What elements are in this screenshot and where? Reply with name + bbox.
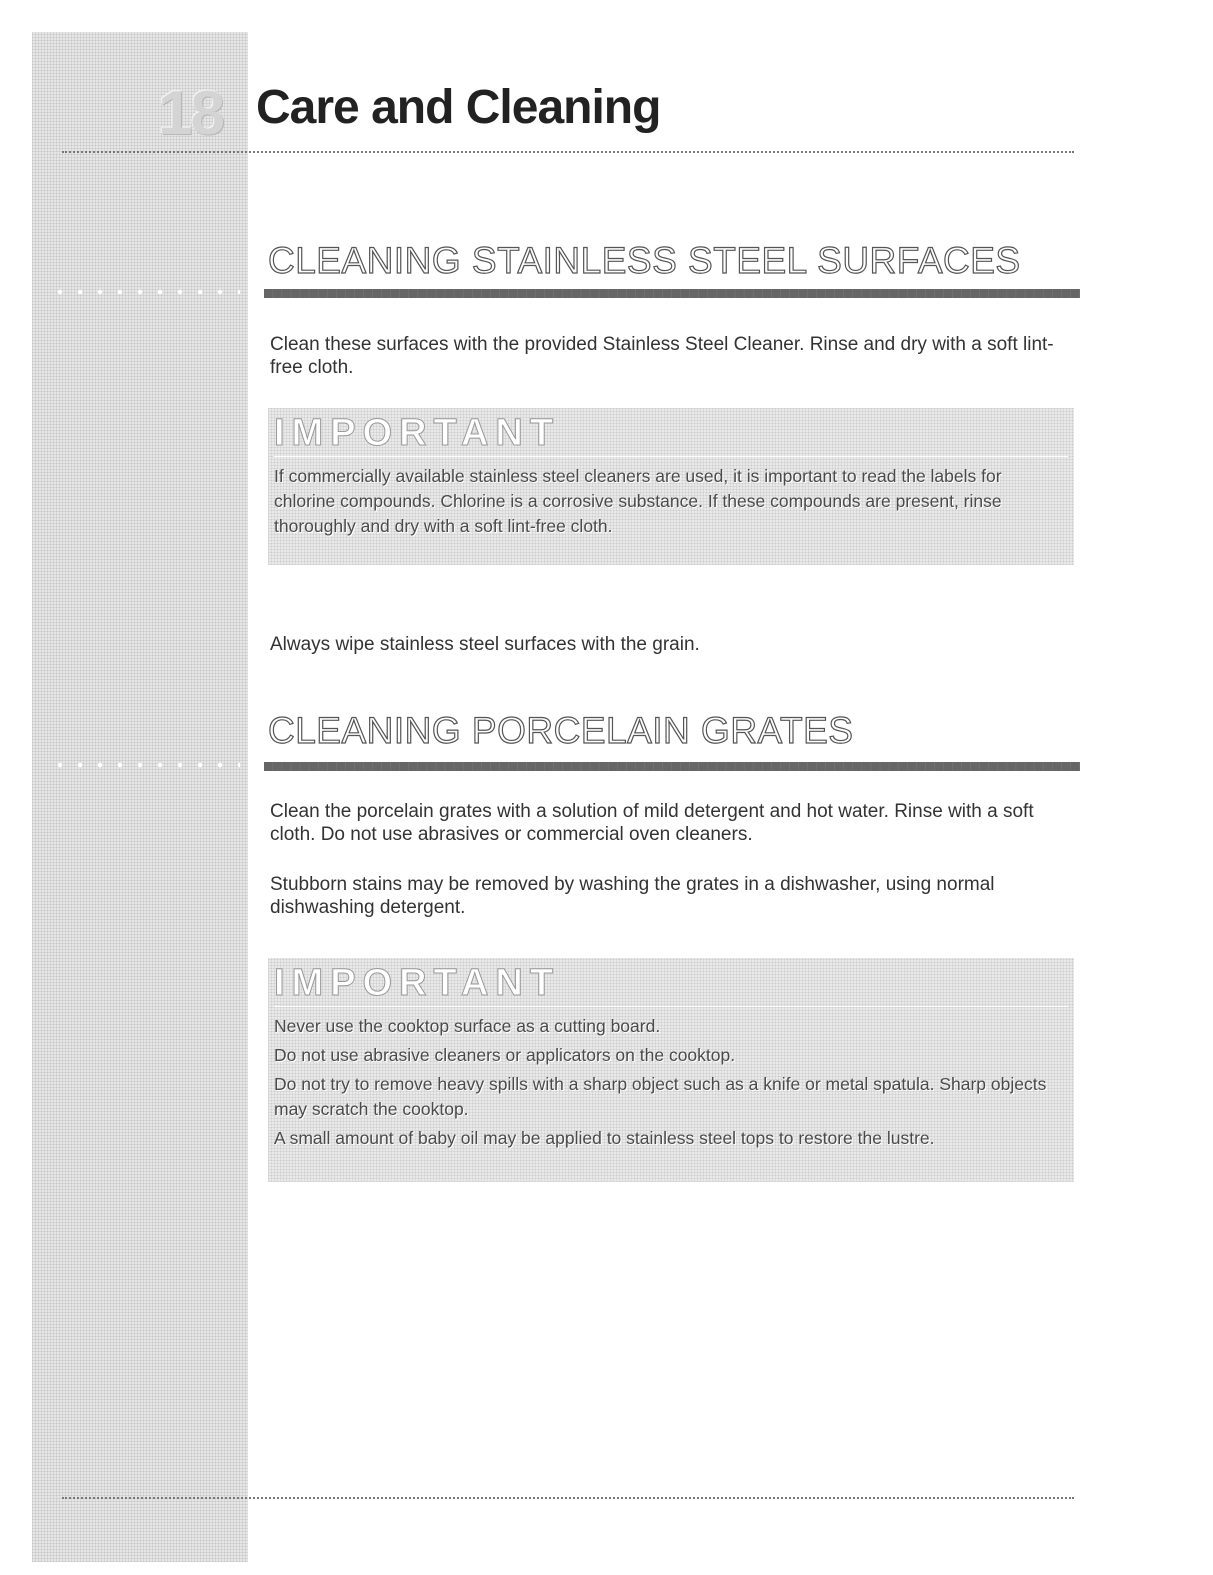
important-text-stainless: If commercially available stainless steel cleaners are used, it is important to read the labels for chlorine compounds. Chlorine is a corrosive substance. If these compounds are present, rinse thoroughly and dry with a soft lint-free cloth.: [274, 466, 1002, 536]
sidebar-dots-bottom: [50, 762, 240, 768]
sidebar-dots-top: [50, 289, 240, 295]
header-rule: [62, 151, 1074, 153]
sidebar-texture: [32, 32, 248, 1562]
stainless-grain-text: Always wipe stainless steel surfaces with the grain.: [270, 634, 700, 655]
important-item: Do not try to remove heavy spills with a sharp object such as a knife or metal spatula. Sharp objects may scratch the cooktop.: [274, 1074, 1047, 1119]
section-divider-stainless: [264, 289, 1080, 301]
footer-rule: [62, 1497, 1074, 1499]
page-number: 18: [158, 79, 223, 148]
important-item: Never use the cooktop surface as a cutting board.: [274, 1016, 661, 1036]
important-label: IMPORTANT: [274, 962, 561, 1004]
page-title: Care and Cleaning: [256, 81, 661, 134]
important-item: Do not use abrasive cleaners or applicators on the cooktop.: [274, 1045, 736, 1065]
grates-clean-text: Clean the porcelain grates with a solution of mild detergent and hot water. Rinse with a soft cloth. Do not use abrasives or commercial oven cleaners.: [270, 801, 1034, 845]
important-label: IMPORTANT: [274, 412, 561, 454]
important-separator: [274, 1006, 1068, 1007]
stainless-intro-text: Clean these surfaces with the provided Stainless Steel Cleaner. Rinse and dry with a soft lint-free cloth.: [270, 334, 1054, 378]
important-list-grates: [274, 1014, 1066, 1155]
section-divider-grates: [264, 762, 1080, 774]
important-box-stainless: [268, 408, 1074, 565]
important-separator: [274, 456, 1068, 457]
important-box-grates: [268, 958, 1074, 1182]
important-item: A small amount of baby oil may be applied to stainless steel tops to restore the lustre.: [274, 1128, 935, 1148]
grates-stains-text: Stubborn stains may be removed by washing the grates in a dishwasher, using normal dishwashing detergent.: [270, 874, 995, 918]
section-heading-grates: CLEANING PORCELAIN GRATES: [268, 710, 854, 751]
section-heading-stainless: CLEANING STAINLESS STEEL SURFACES: [268, 240, 1021, 281]
